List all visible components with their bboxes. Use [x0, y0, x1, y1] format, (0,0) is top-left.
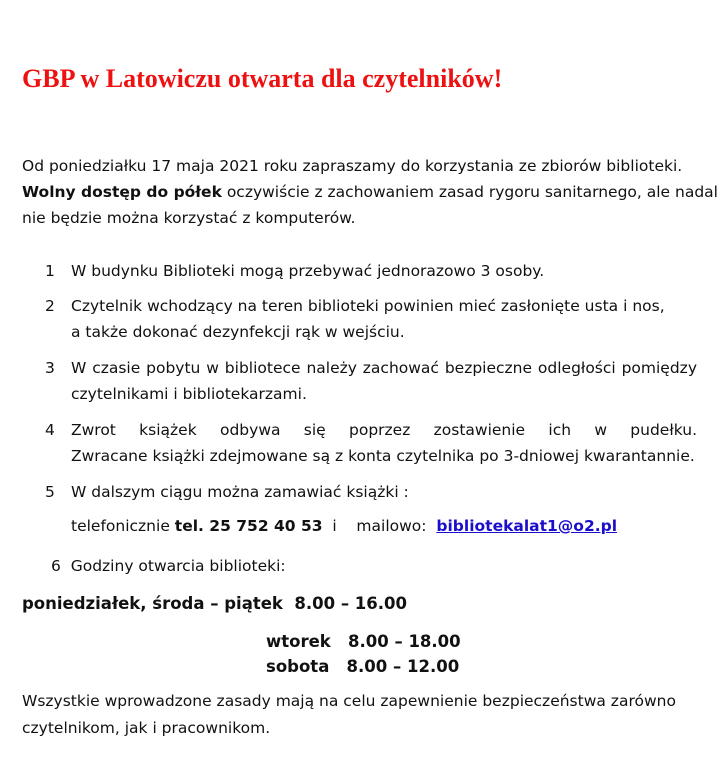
rule-text: W budynku Biblioteki mogą przebywać jednorazowo 3 osoby.: [71, 262, 545, 280]
intro-line-3: nie będzie można korzystać z komputerów.: [22, 209, 356, 227]
rule-number: 5: [45, 483, 55, 501]
phone-number: tel. 25 752 40 53: [174, 517, 323, 535]
rule-number: 4: [45, 421, 55, 439]
rule-item-1: [45, 258, 697, 284]
page-title: GBP w Latowiczu otwarta dla czytelników!: [22, 64, 503, 93]
intro-paragraph: [22, 153, 718, 231]
intro-line-2-rest: oczywiście z zachowaniem zasad rygoru sanitarnego, ale nadal: [221, 183, 718, 201]
rule-text: a także dokonać dezynfekcji rąk w wejściu.: [71, 323, 405, 341]
rule-item-4: [45, 417, 697, 469]
email-link[interactable]: bibliotekalat1@o2.pl: [436, 517, 618, 535]
rule-item-3: [45, 355, 697, 407]
intro-line-1: Od poniedziałku 17 maja 2021 roku zapraszamy do korzystania ze zbiorów biblioteki.: [22, 157, 683, 175]
rule-item-5: [45, 479, 697, 505]
rule-number: 3: [45, 359, 55, 377]
hours-heading: 6 Godziny otwarcia biblioteki:: [51, 557, 286, 575]
rule-text: W czasie pobytu w bibliotece należy zachować bezpieczne odległości pomiędzy: [71, 359, 697, 377]
closing-line-2: czytelnikom, jak i pracownikom.: [22, 719, 271, 737]
hours-weekdays: poniedziałek, środa – piątek 8.00 – 16.00: [22, 594, 408, 613]
rule-text: Zwrot książek odbywa się poprzez zostawienie ich w pudełku.: [71, 421, 697, 439]
hours-saturday: sobota 8.00 – 12.00: [266, 657, 460, 676]
contact-line: [71, 513, 617, 539]
rule-text: czytelnikami i bibliotekarzami.: [71, 385, 307, 403]
rule-number: 1: [45, 262, 55, 280]
rule-text: Zwracane książki zdejmowane są z konta czytelnika po 3-dniowej kwarantannie.: [71, 447, 695, 465]
closing-line-1: Wszystkie wprowadzone zasady mają na celu zapewnienie bezpieczeństwa zarówno: [22, 692, 676, 710]
phone-prefix: telefonicznie: [71, 517, 175, 535]
hours-tuesday: wtorek 8.00 – 18.00: [266, 632, 461, 651]
rule-text: W dalszym ciągu można zamawiać książki :: [71, 483, 409, 501]
intro-line-2: [22, 179, 718, 205]
rule-item-2: [45, 293, 697, 345]
intro-bold-phrase: Wolny dostęp do półek: [22, 183, 222, 201]
rule-text: Czytelnik wchodzący na teren biblioteki powinien mieć zasłonięte usta i nos,: [71, 297, 665, 315]
rule-number: 2: [45, 297, 55, 315]
closing-paragraph: [22, 688, 676, 742]
contact-separator: i mailowo:: [322, 517, 437, 535]
